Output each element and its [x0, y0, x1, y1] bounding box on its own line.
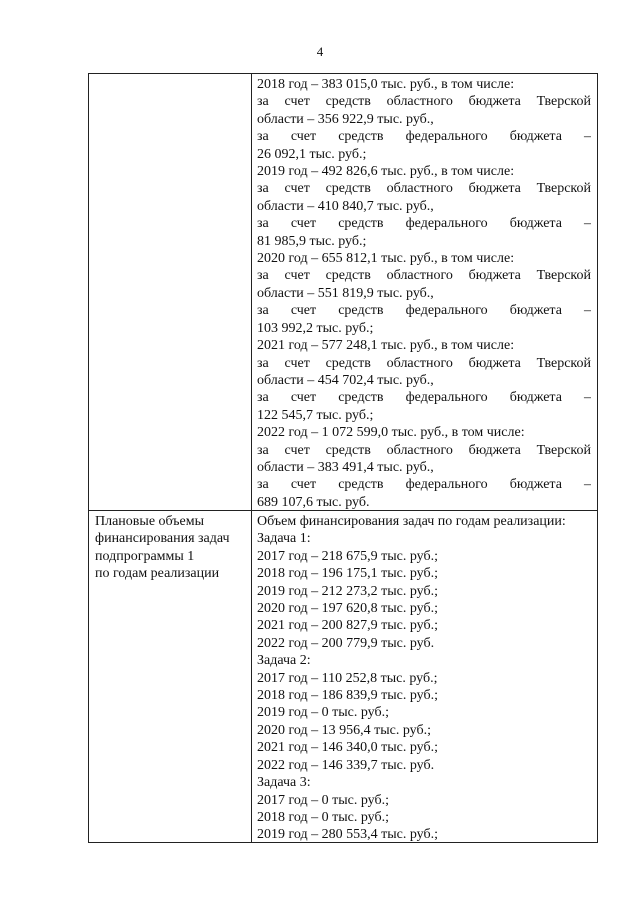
text-line: 2017 год – 110 252,8 тыс. руб.;: [257, 670, 438, 686]
text-line: 2019 год – 492 826,6 тыс. руб., в том числе:: [257, 164, 515, 180]
text-line: области – 410 840,7 тыс. руб.,: [257, 198, 434, 214]
page-number: 4: [316, 44, 324, 59]
text-line: 26 092,1 тыс. руб.;: [257, 146, 367, 162]
text-line: 2021 год – 200 827,9 тыс. руб.;: [257, 618, 438, 634]
text-line: Задача 1:: [257, 531, 311, 547]
text-line: 2019 год – 280 553,4 тыс. руб.;: [257, 827, 438, 843]
task-funding-list: [257, 513, 591, 844]
text-line: 2020 год – 13 956,4 тыс. руб.;: [257, 722, 431, 738]
text-line: за счет средств областного бюджета Тверской: [257, 355, 591, 371]
text-line: 2018 год – 196 175,1 тыс. руб.;: [257, 566, 438, 582]
passport-table: [88, 73, 598, 843]
text-line: Объем финансирования задач по годам реализации:: [257, 514, 566, 529]
text-line: 2022 год – 200 779,9 тыс. руб.: [257, 635, 435, 651]
text-line: за счет средств областного бюджета Тверской: [257, 442, 591, 458]
text-line: 103 992,2 тыс. руб.;: [257, 320, 374, 336]
column-divider: [251, 74, 252, 842]
text-line: 2022 год – 1 072 599,0 тыс. руб., в том числе:: [257, 425, 525, 441]
text-line: за счет средств федерального бюджета –: [257, 477, 591, 493]
funding-by-year-list: [257, 76, 591, 511]
text-line: Задача 3:: [257, 775, 311, 791]
text-line: за счет средств областного бюджета Тверской: [257, 94, 591, 110]
text-line: 2022 год – 146 339,7 тыс. руб.: [257, 757, 435, 773]
text-line: области – 356 922,9 тыс. руб.,: [257, 111, 434, 127]
label-line: Плановые объемы: [95, 514, 205, 529]
text-line: Задача 2:: [257, 653, 311, 669]
text-line: 122 545,7 тыс. руб.;: [257, 407, 374, 423]
lower-row-value-cell: [257, 513, 591, 844]
text-line: за счет средств областного бюджета Тверской: [257, 181, 591, 197]
text-line: 2021 год – 146 340,0 тыс. руб.;: [257, 740, 438, 756]
text-line: 81 985,9 тыс. руб.;: [257, 233, 367, 249]
upper-row-label-cell: [95, 74, 245, 510]
text-line: 689 107,6 тыс. руб.: [257, 494, 370, 510]
label-line: подпрограммы 1: [95, 548, 195, 564]
text-line: 2019 год – 212 273,2 тыс. руб.;: [257, 583, 438, 599]
text-line: 2017 год – 218 675,9 тыс. руб.;: [257, 548, 438, 564]
text-line: 2020 год – 197 620,8 тыс. руб.;: [257, 601, 438, 617]
text-line: за счет средств федерального бюджета –: [257, 129, 591, 145]
text-line: 2018 год – 0 тыс. руб.;: [257, 809, 389, 825]
text-line: за счет средств федерального бюджета –: [257, 390, 591, 406]
label-line: финансирования задач: [95, 531, 230, 547]
planned-volumes-label: [95, 513, 245, 583]
text-line: области – 551 819,9 тыс. руб.,: [257, 285, 434, 301]
text-line: 2018 год – 383 015,0 тыс. руб., в том числе:: [257, 77, 515, 92]
text-line: области – 454 702,4 тыс. руб.,: [257, 372, 434, 388]
text-line: за счет средств федерального бюджета –: [257, 216, 591, 232]
text-line: за счет средств областного бюджета Тверской: [257, 268, 591, 284]
text-line: области – 383 491,4 тыс. руб.,: [257, 459, 434, 475]
text-line: 2019 год – 0 тыс. руб.;: [257, 705, 389, 721]
upper-row-value-cell: [257, 76, 591, 511]
lower-row-label-cell: [95, 513, 245, 583]
text-line: 2021 год – 577 248,1 тыс. руб., в том числе:: [257, 338, 515, 354]
label-line: по годам реализации: [95, 566, 220, 582]
text-line: 2018 год – 186 839,9 тыс. руб.;: [257, 688, 438, 704]
text-line: за счет средств федерального бюджета –: [257, 303, 591, 319]
text-line: 2017 год – 0 тыс. руб.;: [257, 792, 389, 808]
text-line: 2020 год – 655 812,1 тыс. руб., в том числе:: [257, 251, 515, 267]
